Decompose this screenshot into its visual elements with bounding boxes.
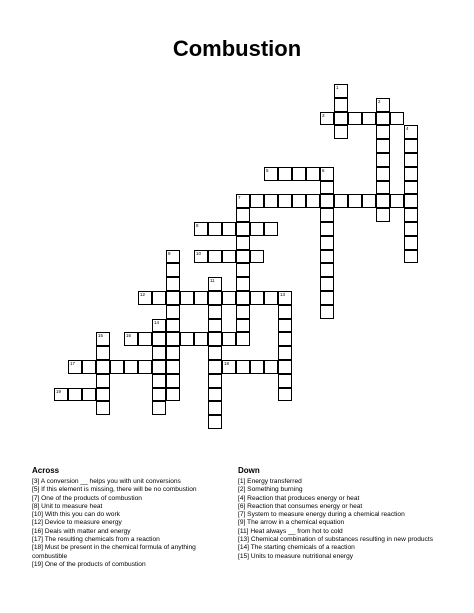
clue-text: The resulting chemicals from a reaction bbox=[43, 536, 160, 544]
grid-cell[interactable] bbox=[376, 167, 390, 181]
grid-cell[interactable] bbox=[292, 194, 306, 208]
grid-cell[interactable] bbox=[152, 346, 166, 360]
grid-cell[interactable] bbox=[334, 84, 348, 98]
grid-cell[interactable] bbox=[320, 208, 334, 222]
grid-cell[interactable] bbox=[208, 277, 222, 291]
grid-cell[interactable] bbox=[278, 360, 292, 374]
grid-cell[interactable] bbox=[138, 332, 152, 346]
grid-cell[interactable] bbox=[152, 388, 166, 402]
grid-cell[interactable] bbox=[362, 112, 376, 126]
clue-number: [9] bbox=[238, 519, 246, 527]
clue-number: [4] bbox=[238, 494, 246, 502]
grid-cell[interactable] bbox=[208, 401, 222, 415]
clue-text: Energy transferred bbox=[245, 478, 302, 485]
grid-cell[interactable] bbox=[264, 167, 278, 181]
clue-text: Must be present in the chemical formula of anything combustible bbox=[32, 544, 196, 560]
grid-cell[interactable] bbox=[208, 415, 222, 429]
clue-text: Device to measure energy bbox=[43, 519, 122, 527]
across-clue bbox=[32, 528, 228, 536]
grid-cell[interactable] bbox=[236, 263, 250, 277]
grid-cell[interactable] bbox=[376, 194, 390, 208]
cell-number: 6 bbox=[322, 167, 325, 173]
grid-cell[interactable] bbox=[96, 346, 110, 360]
grid-cell[interactable] bbox=[96, 388, 110, 402]
grid-cell[interactable] bbox=[180, 291, 194, 305]
grid-cell[interactable] bbox=[208, 388, 222, 402]
clue-number: [7] bbox=[238, 511, 246, 519]
clue-text: If this element is missing, there will be no combustion bbox=[39, 486, 197, 494]
grid-cell[interactable] bbox=[320, 250, 334, 264]
down-clue bbox=[238, 553, 444, 561]
grid-cell[interactable] bbox=[376, 98, 390, 112]
down-clue bbox=[238, 503, 444, 511]
clue-text: One of the products of combustion bbox=[43, 560, 146, 568]
grid-cell[interactable] bbox=[166, 374, 180, 388]
grid-cell[interactable] bbox=[404, 194, 418, 208]
grid-cell[interactable] bbox=[320, 222, 334, 236]
grid-cell[interactable] bbox=[404, 181, 418, 195]
grid-cell[interactable] bbox=[320, 305, 334, 319]
clue-text: System to measure energy during a chemical reaction bbox=[245, 511, 405, 519]
grid-cell[interactable] bbox=[236, 332, 250, 346]
grid-cell[interactable] bbox=[236, 277, 250, 291]
grid-cell[interactable] bbox=[166, 360, 180, 374]
grid-cell[interactable] bbox=[278, 346, 292, 360]
cell-number: 2 bbox=[378, 98, 381, 104]
grid-cell[interactable] bbox=[152, 374, 166, 388]
clue-text: Heat always __ from hot to cold bbox=[248, 527, 343, 535]
grid-cell[interactable] bbox=[208, 332, 222, 346]
cell-number: 17 bbox=[70, 361, 76, 366]
cell-number: 8 bbox=[196, 223, 199, 228]
cell-number: 7 bbox=[238, 195, 241, 201]
grid-cell[interactable] bbox=[404, 139, 418, 153]
grid-cell[interactable] bbox=[208, 222, 222, 236]
clue-number: [2] bbox=[238, 486, 246, 494]
grid-cell[interactable] bbox=[166, 277, 180, 291]
across-clue bbox=[32, 536, 228, 544]
grid-cell[interactable] bbox=[264, 360, 278, 374]
grid-cell[interactable] bbox=[166, 332, 180, 346]
grid-cell[interactable] bbox=[166, 263, 180, 277]
cell-number: 13 bbox=[280, 292, 286, 297]
grid-cell[interactable] bbox=[194, 222, 208, 236]
grid-cell[interactable] bbox=[96, 374, 110, 388]
grid-cell[interactable] bbox=[320, 263, 334, 277]
clue-text: A conversion __ helps you with unit conversions bbox=[39, 478, 181, 485]
grid-cell[interactable] bbox=[306, 194, 320, 208]
grid-cell[interactable] bbox=[348, 194, 362, 208]
cell-number: 18 bbox=[224, 361, 230, 366]
across-clue bbox=[32, 495, 228, 503]
clue-text: One of the products of combustion bbox=[39, 494, 142, 502]
grid-cell[interactable] bbox=[250, 250, 264, 264]
grid-cell[interactable] bbox=[404, 250, 418, 264]
across-heading: Across bbox=[32, 466, 60, 475]
grid-cell[interactable] bbox=[166, 346, 180, 360]
grid-cell[interactable] bbox=[194, 291, 208, 305]
grid-cell[interactable] bbox=[222, 250, 236, 264]
grid-cell[interactable] bbox=[96, 360, 110, 374]
clue-text: Units to measure nutritional energy bbox=[249, 552, 354, 560]
grid-cell[interactable] bbox=[208, 374, 222, 388]
grid-cell[interactable] bbox=[208, 346, 222, 360]
grid-cell[interactable] bbox=[278, 291, 292, 305]
cell-number: 10 bbox=[196, 250, 202, 256]
grid-cell[interactable] bbox=[278, 319, 292, 333]
clue-number: [12] bbox=[32, 519, 43, 527]
clue-text: Something burning bbox=[245, 486, 303, 494]
grid-cell[interactable] bbox=[96, 332, 110, 346]
down-clue bbox=[238, 544, 444, 552]
grid-cell[interactable] bbox=[376, 181, 390, 195]
grid-cell[interactable] bbox=[250, 222, 264, 236]
grid-cell[interactable] bbox=[236, 222, 250, 236]
clue-text: The starting chemicals of a reaction bbox=[249, 544, 355, 552]
grid-cell[interactable] bbox=[278, 332, 292, 346]
grid-cell[interactable] bbox=[250, 291, 264, 305]
clue-number: [8] bbox=[32, 502, 40, 510]
grid-cell[interactable] bbox=[334, 98, 348, 112]
cell-number: 14 bbox=[154, 319, 160, 325]
grid-cell[interactable] bbox=[376, 112, 390, 126]
grid-cell[interactable] bbox=[404, 125, 418, 139]
grid-cell[interactable] bbox=[222, 332, 236, 346]
grid-cell[interactable] bbox=[306, 167, 320, 181]
clue-text: Reaction that consumes energy or heat bbox=[245, 502, 363, 510]
grid-cell[interactable] bbox=[68, 360, 82, 374]
cell-number: 1 bbox=[336, 85, 339, 90]
grid-cell[interactable] bbox=[236, 305, 250, 319]
down-clue bbox=[238, 478, 444, 486]
grid-cell[interactable] bbox=[320, 181, 334, 195]
across-clue bbox=[32, 478, 228, 486]
down-list bbox=[238, 478, 444, 561]
grid-cell[interactable] bbox=[68, 388, 82, 402]
clue-number: [17] bbox=[32, 536, 43, 544]
grid-cell[interactable] bbox=[334, 194, 348, 208]
grid-cell[interactable] bbox=[390, 112, 404, 126]
down-clue bbox=[238, 495, 444, 503]
grid-cell[interactable] bbox=[152, 360, 166, 374]
clue-text: The arrow in a chemical equation bbox=[245, 519, 345, 527]
grid-cell[interactable] bbox=[264, 291, 278, 305]
cell-number: 19 bbox=[56, 388, 62, 394]
grid-cell[interactable] bbox=[152, 291, 166, 305]
down-clue bbox=[238, 519, 444, 527]
grid-cell[interactable] bbox=[320, 112, 334, 126]
clue-text: With this you can do work bbox=[43, 511, 120, 519]
grid-cell[interactable] bbox=[236, 250, 250, 264]
grid-cell[interactable] bbox=[320, 236, 334, 250]
grid-cell[interactable] bbox=[208, 250, 222, 264]
grid-cell[interactable] bbox=[236, 291, 250, 305]
grid-cell[interactable] bbox=[376, 208, 390, 222]
clue-text: Chemical combination of substances resulting in new products bbox=[249, 536, 433, 544]
grid-cell[interactable] bbox=[278, 374, 292, 388]
cell-number: 16 bbox=[126, 333, 132, 339]
cell-number: 11 bbox=[210, 278, 215, 284]
grid-cell[interactable] bbox=[278, 305, 292, 319]
grid-cell[interactable] bbox=[334, 112, 348, 126]
across-clue bbox=[32, 511, 228, 519]
cell-number: 5 bbox=[266, 167, 269, 173]
grid-cell[interactable] bbox=[236, 194, 250, 208]
clue-number: [18] bbox=[32, 544, 43, 552]
grid-cell[interactable] bbox=[278, 194, 292, 208]
across-clue bbox=[32, 519, 228, 527]
grid-cell[interactable] bbox=[334, 125, 348, 139]
grid-cell[interactable] bbox=[320, 291, 334, 305]
grid-cell[interactable] bbox=[208, 319, 222, 333]
grid-cell[interactable] bbox=[124, 360, 138, 374]
clue-number: [5] bbox=[32, 486, 40, 494]
clue-number: [11] bbox=[238, 527, 249, 535]
grid-cell[interactable] bbox=[236, 236, 250, 250]
grid-cell[interactable] bbox=[152, 332, 166, 346]
grid-cell[interactable] bbox=[292, 167, 306, 181]
clue-number: [10] bbox=[32, 511, 43, 519]
grid-cell[interactable] bbox=[236, 360, 250, 374]
grid-cell[interactable] bbox=[278, 167, 292, 181]
grid-cell[interactable] bbox=[348, 112, 362, 126]
grid-cell[interactable] bbox=[404, 153, 418, 167]
across-clue bbox=[32, 561, 228, 569]
grid-cell[interactable] bbox=[138, 360, 152, 374]
clue-number: [7] bbox=[32, 494, 40, 502]
clue-number: [16] bbox=[32, 527, 43, 535]
down-clue bbox=[238, 486, 444, 494]
grid-cell[interactable] bbox=[236, 208, 250, 222]
grid-cell[interactable] bbox=[124, 332, 138, 346]
down-clue bbox=[238, 511, 444, 519]
grid-cell[interactable] bbox=[194, 332, 208, 346]
grid-cell[interactable] bbox=[222, 360, 236, 374]
grid-cell[interactable] bbox=[320, 167, 334, 181]
across-list bbox=[32, 478, 228, 569]
grid-cell[interactable] bbox=[166, 305, 180, 319]
grid-cell[interactable] bbox=[194, 250, 208, 264]
grid-cell[interactable] bbox=[82, 388, 96, 402]
across-clues bbox=[32, 466, 228, 569]
grid-cell[interactable] bbox=[54, 388, 68, 402]
grid-cell[interactable] bbox=[320, 277, 334, 291]
grid-cell[interactable] bbox=[222, 222, 236, 236]
across-clue bbox=[32, 503, 228, 511]
down-heading: Down bbox=[238, 466, 260, 475]
grid-cell[interactable] bbox=[376, 139, 390, 153]
cell-number: 9 bbox=[168, 250, 171, 256]
grid-cell[interactable] bbox=[362, 194, 376, 208]
clue-number: [13] bbox=[238, 536, 249, 544]
clue-number: [15] bbox=[238, 552, 249, 560]
grid-cell[interactable] bbox=[82, 360, 96, 374]
clue-text: Deals with matter and energy bbox=[43, 527, 131, 535]
page-title: Combustion bbox=[172, 36, 302, 61]
grid-cell[interactable] bbox=[152, 401, 166, 415]
grid-cell[interactable] bbox=[208, 305, 222, 319]
grid-cell[interactable] bbox=[376, 153, 390, 167]
down-clue bbox=[238, 528, 444, 536]
grid-cell[interactable] bbox=[264, 222, 278, 236]
grid-cell[interactable] bbox=[376, 125, 390, 139]
down-clue bbox=[238, 536, 444, 544]
grid-cell[interactable] bbox=[96, 401, 110, 415]
clue-number: [1] bbox=[238, 478, 246, 485]
grid-cell[interactable] bbox=[166, 388, 180, 402]
grid-cell[interactable] bbox=[208, 291, 222, 305]
grid-cell[interactable] bbox=[166, 291, 180, 305]
across-clue bbox=[32, 544, 228, 561]
grid-cell[interactable] bbox=[404, 236, 418, 250]
grid-cell[interactable] bbox=[264, 194, 278, 208]
clue-text: Unit to measure heat bbox=[39, 502, 103, 510]
down-clues bbox=[238, 466, 444, 561]
grid-cell[interactable] bbox=[278, 388, 292, 402]
clue-text: Reaction that produces energy or heat bbox=[245, 494, 360, 502]
grid-cell[interactable] bbox=[236, 319, 250, 333]
grid-cell[interactable] bbox=[166, 250, 180, 264]
cell-number: 12 bbox=[140, 292, 146, 297]
cell-number: 3 bbox=[322, 112, 325, 118]
grid-cell[interactable] bbox=[320, 194, 334, 208]
clue-number: [19] bbox=[32, 560, 43, 568]
grid-cell[interactable] bbox=[404, 167, 418, 181]
cell-number: 15 bbox=[98, 333, 104, 339]
grid-cell[interactable] bbox=[208, 360, 222, 374]
grid-cell[interactable] bbox=[110, 360, 124, 374]
grid-cell[interactable] bbox=[166, 319, 180, 333]
grid-cell[interactable] bbox=[138, 291, 152, 305]
clue-number: [3] bbox=[32, 478, 40, 485]
cell-number: 4 bbox=[406, 126, 409, 132]
grid-cell[interactable] bbox=[404, 208, 418, 222]
grid-cell[interactable] bbox=[390, 194, 404, 208]
grid-cell[interactable] bbox=[180, 332, 194, 346]
grid-cell[interactable] bbox=[404, 222, 418, 236]
grid-cell[interactable] bbox=[250, 194, 264, 208]
clue-number: [14] bbox=[238, 544, 249, 552]
clue-number: [6] bbox=[238, 502, 246, 510]
grid-cell[interactable] bbox=[152, 319, 166, 333]
grid-cell[interactable] bbox=[250, 360, 264, 374]
grid-cell[interactable] bbox=[222, 291, 236, 305]
across-clue bbox=[32, 486, 228, 494]
